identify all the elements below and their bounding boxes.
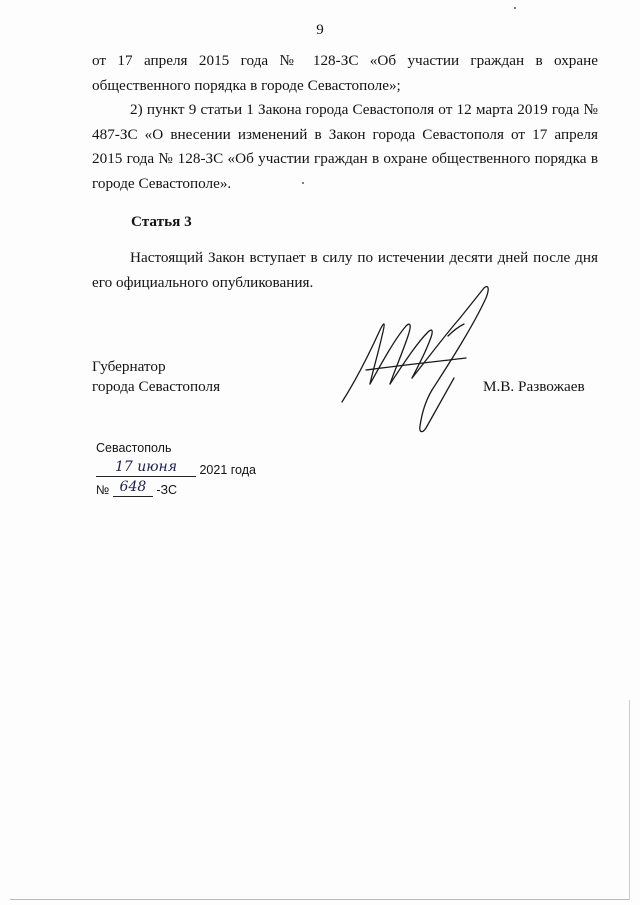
place-of-signing: Севастополь — [96, 441, 172, 455]
scan-speck — [302, 182, 304, 184]
page-number: 9 — [316, 22, 324, 38]
handwritten-law-number: 648 — [113, 481, 153, 497]
scan-speck — [514, 7, 516, 9]
scan-edge-bottom — [10, 899, 630, 900]
paragraph-article-3: Настоящий Закон вступает в силу по истечении десяти дней после дня его официального опубликования. — [92, 249, 598, 291]
number-sign: № — [96, 483, 110, 497]
signer-title-line-2: города Севастополя — [92, 378, 221, 395]
handwritten-date: 17 июня — [96, 461, 196, 477]
signer-title-line-1: Губернатор — [92, 358, 166, 375]
article-heading: Статья 3 — [131, 213, 192, 230]
paragraph-continuation: от 17 апреля 2015 года № 128-ЗС «Об участии граждан в охране общественного порядка в городе Севастополе»; — [92, 52, 598, 94]
year-label: 2021 года — [199, 463, 256, 477]
handwritten-signature — [336, 280, 506, 440]
date-line — [96, 461, 256, 477]
law-number-line — [96, 481, 177, 497]
signer-name: М.В. Развожаев — [483, 378, 585, 395]
paragraph-item-2: 2) пункт 9 статьи 1 Закона города Севастополя от 12 марта 2019 года № 487-ЗС «О внесении изменений в Закон города Севастополя от 17 апреля 2015 года № 128-ЗС «Об участии граждан в охране общественного порядка в городе Севастополе». — [92, 101, 598, 192]
scan-edge-right — [629, 700, 630, 900]
number-suffix: -ЗС — [156, 483, 177, 497]
